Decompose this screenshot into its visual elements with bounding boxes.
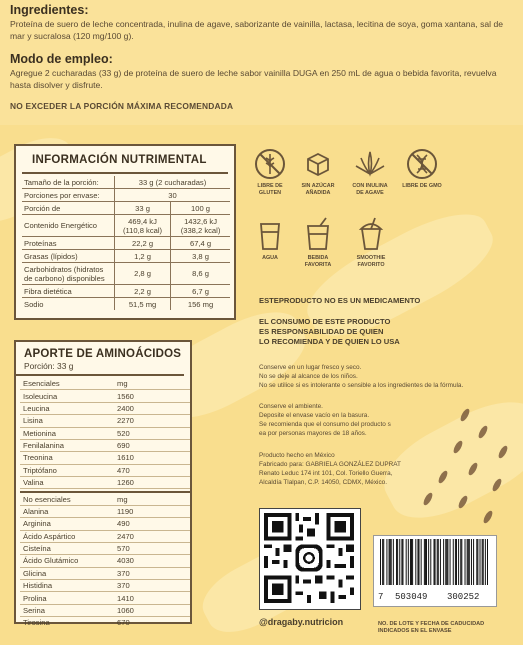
table-row (20, 542, 190, 554)
amino-name: Arginina (20, 518, 114, 530)
table-row (20, 580, 190, 592)
badge-agua (252, 220, 288, 262)
amino-value: 470 (114, 464, 190, 476)
fabricante-line-2: Fabricado para: GABRIELA GONZÁLEZ DUPRAT (259, 461, 401, 468)
amino-name: Valina (20, 477, 114, 489)
col-label: Porción de (22, 202, 115, 215)
barcode-bar (391, 539, 392, 585)
consumo-line-1: EL CONSUMO DE ESTE PRODUCTO (259, 317, 391, 326)
lote-text (378, 621, 484, 635)
table-row (22, 237, 230, 250)
amino-value: 690 (114, 439, 190, 451)
amino-name: Alanina (20, 505, 114, 517)
consumo-line-2: ES RESPONSABILIDAD DE QUIEN (259, 327, 384, 336)
barcode-bar (446, 539, 447, 585)
barcode-bar (380, 539, 381, 585)
barcode-bar (447, 539, 448, 585)
amino-name: Leucina (20, 402, 114, 414)
row-label: Carbohidratos (hidratos de carbono) disponibles (22, 263, 115, 285)
barcode-bar (412, 539, 413, 585)
barcode-bar (455, 539, 456, 585)
ambiente-line-3: Se recomienda que el consumo del producto s (259, 421, 391, 428)
table-row (20, 567, 190, 579)
barcode-bar (473, 539, 474, 585)
amino-value: 1410 (114, 592, 190, 604)
row-v2: 3,8 g (171, 250, 230, 263)
nutrition-title: INFORMACIÓN NUTRIMENTAL (22, 146, 228, 174)
row-label: Grasas (lípidos) (22, 250, 115, 263)
table-row (20, 439, 190, 451)
table-row (20, 477, 190, 489)
table-row (20, 604, 190, 616)
nutrition-table (22, 176, 230, 310)
amino-value: 370 (114, 567, 190, 579)
amino-name: Ácido Aspártico (20, 530, 114, 542)
badge-smoothie (350, 216, 392, 269)
amino-value: 4030 (114, 555, 190, 567)
amino-name: Prolina (20, 592, 114, 604)
badge-label: SIN AZÚCAR AÑADIDA (301, 183, 335, 196)
barcode-bar (434, 539, 435, 585)
table-row (20, 378, 190, 390)
barcode-bar (383, 539, 384, 585)
modo-title: Modo de empleo: (10, 52, 113, 66)
table-row (20, 415, 190, 427)
amino-name: Treonina (20, 452, 114, 464)
barcode-bar (438, 539, 439, 585)
amino-table (20, 378, 190, 629)
amino-value: 1260 (114, 477, 190, 489)
barcode-bar (382, 539, 383, 585)
col1-header: 33 g (115, 202, 171, 215)
barcode-bar (456, 539, 457, 585)
amino-value: 370 (114, 580, 190, 592)
table-row (20, 518, 190, 530)
bg-brush-stroke (371, 385, 523, 535)
badge-gmo (400, 148, 444, 190)
amino-name: Metionina (20, 427, 114, 439)
barcode-bar (428, 539, 429, 585)
qr-code-icon (260, 509, 358, 607)
tamano-value: 33 g (2 cucharadas) (115, 176, 231, 189)
modo-text: Agregue 2 cucharadas (33 g) de proteína de suero de leche sabor vainilla DUGA en 250 mL de agua o bebida favorita, revuelva hasta disolver y disfrute. (10, 68, 497, 90)
table-row (20, 530, 190, 542)
table-row (20, 464, 190, 476)
barcode-bar (424, 539, 425, 585)
badge-label: LIBRE DE GMO (402, 183, 442, 189)
instagram-handle: @dragaby.nutricion (259, 617, 344, 627)
amino-value: 490 (114, 518, 190, 530)
amino-value: 1190 (114, 505, 190, 517)
row-v1: 22,2 g (115, 237, 171, 250)
amino-portion: Porción: 33 g (16, 361, 184, 376)
table-row (22, 250, 230, 263)
barcode-bar (421, 539, 422, 585)
badge-label: CON INULINA DE AGAVE (352, 183, 388, 196)
row-label: Fibra dietética (22, 285, 115, 298)
badge-azucar (298, 148, 338, 197)
table-row (22, 285, 230, 298)
amino-title: APORTE DE AMINOÁCIDOS (24, 348, 182, 360)
table-row (22, 176, 230, 189)
lote-line-1: NO. DE LOTE Y FECHA DE CADUCIDAD (378, 621, 485, 627)
amino-name: Isoleucina (20, 390, 114, 402)
row-v2: 1432,6 kJ (338,2 kcal) (171, 215, 230, 237)
fabricante-line-3: Renato Leduc 174 int 101, Col. Toriello Guerra, (259, 470, 393, 477)
ambiente-line-4: ea por personas mayores de 18 años. (259, 430, 367, 437)
badge-label: SMOOTHIE FAVORITO (356, 255, 386, 268)
barcode-bar (485, 539, 486, 585)
amino-value: 570 (114, 542, 190, 554)
qr-code (259, 508, 361, 610)
badge-label: LIBRE DE GLUTEN (257, 183, 283, 196)
warning-text: NO EXCEDER LA PORCIÓN MÁXIMA RECOMENDADA (10, 101, 234, 111)
lote-line-2: INDICADOS EN EL ENVASE (378, 628, 452, 634)
barcode-bar (461, 539, 462, 585)
barcode-bar (402, 539, 403, 585)
barcode-bar (476, 539, 477, 585)
amino-panel (14, 340, 192, 628)
unit-label: mg (114, 378, 190, 390)
amino-value: 1560 (114, 390, 190, 402)
amino-value: 2270 (114, 415, 190, 427)
row-label: Contenido Energético (22, 215, 115, 237)
row-v1: 2,8 g (115, 263, 171, 285)
table-row (20, 592, 190, 604)
conserve-line-1: Conserve en un lugar fresco y seco. (259, 364, 362, 371)
amino-value: 670 (117, 618, 130, 628)
row-label: Proteínas (22, 237, 115, 250)
barcode-bar (482, 539, 483, 585)
barcode-bar (453, 539, 454, 585)
barcode-bar (425, 539, 426, 585)
barcode-bar (393, 539, 394, 585)
badge-label: AGUA (262, 255, 278, 261)
row-v1: 1,2 g (115, 250, 171, 263)
row-v1: 469,4 kJ (110,8 kcal) (115, 215, 171, 237)
table-row (22, 298, 230, 311)
barcode-bar (465, 539, 466, 585)
barcode-bar (477, 539, 478, 585)
table-row (22, 202, 230, 215)
barcode-bar (390, 539, 391, 585)
ambiente-line-1: Conserve el ambiente. (259, 403, 323, 410)
barcode-bar (437, 539, 438, 585)
amino-name: Tirosina (23, 618, 50, 628)
unit-label: mg (114, 492, 190, 505)
consumo-line-3: LO RECOMIENDA Y DE QUIEN LO USA (259, 337, 400, 346)
badge-inulina (348, 148, 392, 197)
table-row (20, 452, 190, 464)
barcode-bar (440, 539, 441, 585)
badge-gluten (250, 148, 290, 197)
barcode-bar (386, 539, 387, 585)
barcode-bar (410, 539, 411, 585)
barcode-bar (399, 539, 400, 585)
table-row (22, 263, 230, 285)
no-medicamento-text: ESTEPRODUCTO NO ES UN MEDICAMENTO (259, 296, 421, 305)
barcode-bar (487, 539, 488, 585)
badge-bebida (298, 216, 338, 269)
amino-value: 2400 (114, 402, 190, 414)
row-v2: 67,4 g (171, 237, 230, 250)
barcode-bar (483, 539, 484, 585)
barcode-bar (397, 539, 398, 585)
table-row (20, 505, 190, 517)
nutrition-panel (14, 144, 236, 320)
amino-value: 520 (114, 427, 190, 439)
badge-label: BEBIDA FAVORITA (304, 255, 332, 268)
row-label: Sodio (24, 299, 44, 309)
table-row (20, 555, 190, 567)
conserve-line-2: No se deje al alcance de los niños. (259, 373, 358, 380)
barcode-bar (389, 539, 390, 585)
row-v1: 51,5 mg (115, 298, 171, 311)
barcode-bar (480, 539, 481, 585)
barcode-bar (426, 539, 427, 585)
barcode-bar (419, 539, 420, 585)
amino-value: 2470 (114, 530, 190, 542)
table-row (22, 215, 230, 237)
table-row (20, 427, 190, 439)
amino-name: Cisteína (20, 542, 114, 554)
barcode-digit-1: 7 (378, 592, 384, 602)
barcode-bar (430, 539, 431, 585)
smoothie-cup-icon (357, 216, 385, 252)
barcode-bar (411, 539, 412, 585)
wheat-crossed-icon (254, 148, 286, 180)
barcode-bar (460, 539, 461, 585)
porciones-label: Porciones por envase: (22, 189, 115, 202)
barcode-digits-2: 503049 (395, 592, 428, 602)
barcode-bar (417, 539, 418, 585)
table-row (20, 617, 190, 629)
table-row (22, 189, 230, 202)
table-row (20, 492, 190, 505)
barcode-bar (450, 539, 451, 585)
barcode-bar (445, 539, 446, 585)
conserve-line-3: No se utilice si es intolerante o sensible a los ingredientes de la fórmula. (259, 382, 464, 389)
barcode-bar (467, 539, 468, 585)
esenciales-label: Esenciales (20, 378, 114, 390)
amino-name: Serina (20, 604, 114, 616)
tamano-label: Tamaño de la porción: (22, 176, 115, 189)
row-v1: 2,2 g (115, 285, 171, 298)
barcode-bar (468, 539, 469, 585)
sugar-cube-icon (302, 148, 334, 180)
row-v2: 6,7 g (171, 285, 230, 298)
no-esenciales-label: No esenciales (20, 492, 114, 505)
amino-name: Ácido Glutámico (20, 555, 114, 567)
drink-icon (304, 216, 332, 252)
barcode-bar (408, 539, 409, 585)
dna-crossed-icon (406, 148, 438, 180)
barcode-bar (396, 539, 397, 585)
glass-icon (258, 220, 282, 252)
amino-value: 1060 (114, 604, 190, 616)
ingredientes-text: Proteína de suero de leche concentrada, inulina de agave, saborizante de vainilla, lactasa, lecitina de soya, goma xantana, sal de mar y sucralosa (120 mg/100 g). (10, 19, 504, 41)
amino-name: Fenilalanina (20, 439, 114, 451)
barcode-bar (443, 539, 444, 585)
barcode-bar (406, 539, 407, 585)
barcode-bar (469, 539, 470, 585)
fabricante-line-4: Alcaldía Tlalpan, C.P. 14050, CDMX, México. (259, 479, 387, 486)
ambiente-line-2: Deposite el envase vacío en la basura. (259, 412, 370, 419)
amino-name: Histidina (20, 580, 114, 592)
amino-name: Glicina (20, 567, 114, 579)
decor-dot (482, 509, 494, 524)
row-v2: 8,6 g (171, 263, 230, 285)
barcode-bar (435, 539, 436, 585)
agave-icon (353, 148, 387, 180)
amino-value: 1610 (114, 452, 190, 464)
barcode-bar (471, 539, 472, 585)
amino-name: Triptófano (20, 464, 114, 476)
fabricante-line-1: Producto hecho en México (259, 452, 335, 459)
barcode-bar (401, 539, 402, 585)
table-row (20, 390, 190, 402)
barcode-digits-3: 300252 (447, 592, 480, 602)
row-v2: 156 mg (171, 298, 230, 311)
barcode-bar (458, 539, 459, 585)
table-row (20, 402, 190, 414)
barcode-bar (415, 539, 416, 585)
amino-name: Lisina (20, 415, 114, 427)
col2-header: 100 g (171, 202, 230, 215)
barcode-icon (374, 536, 494, 588)
ingredientes-title: Ingredientes: (10, 3, 89, 17)
porciones-value: 30 (115, 189, 231, 202)
